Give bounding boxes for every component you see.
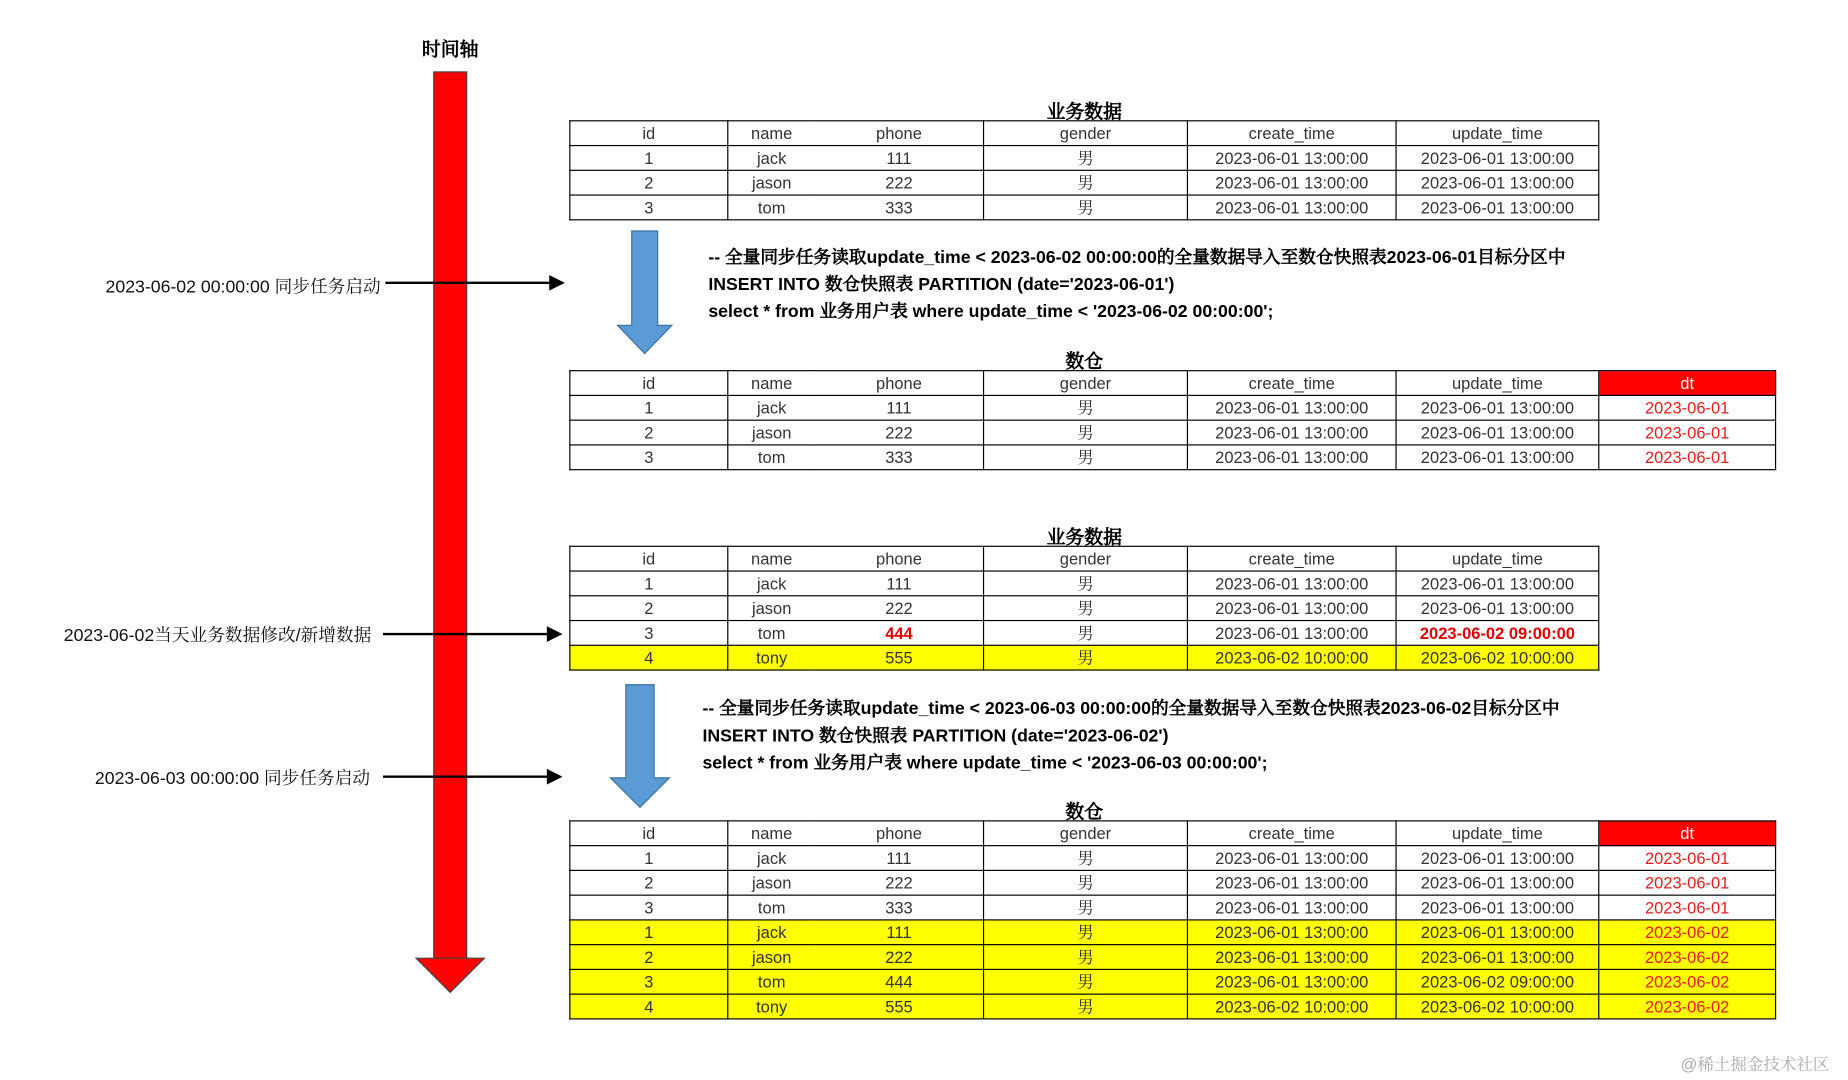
cell-id: 2 <box>570 945 728 970</box>
column-header-dt: dt <box>1599 821 1776 846</box>
cell-id: 1 <box>570 846 728 871</box>
table-title: 业务数据 <box>1046 528 1123 549</box>
column-header-phone: phone <box>815 546 984 571</box>
table-row <box>570 645 1599 670</box>
cell-create-time: 2023-06-01 13:00:00 <box>1187 146 1396 171</box>
cell-update-time: 2023-06-01 13:00:00 <box>1396 420 1599 445</box>
column-header-phone: phone <box>815 371 984 396</box>
cell-gender: 男 <box>984 146 1188 171</box>
cell-update-time: 2023-06-01 13:00:00 <box>1396 945 1599 970</box>
cell-id: 1 <box>570 571 728 596</box>
cell-name: tony <box>728 645 815 670</box>
cell-update-time: 2023-06-01 13:00:00 <box>1396 395 1599 420</box>
column-header-update-time: update_time <box>1396 121 1599 146</box>
table-row <box>570 994 1776 1019</box>
table-row <box>570 571 1599 596</box>
cell-name: jason <box>728 945 815 970</box>
table-row <box>570 846 1776 871</box>
cell-dt: 2023-06-02 <box>1599 920 1776 945</box>
table-row <box>570 895 1776 920</box>
timeline-title: 时间轴 <box>421 40 479 61</box>
cell-name: jason <box>728 170 815 195</box>
cell-update-time: 2023-06-01 13:00:00 <box>1396 571 1599 596</box>
cell-phone: 111 <box>815 571 984 596</box>
column-header-create-time: create_time <box>1187 546 1396 571</box>
cell-phone: 333 <box>815 445 984 470</box>
cell-gender: 男 <box>984 920 1188 945</box>
table-row <box>570 596 1599 621</box>
cell-phone: 333 <box>815 895 984 920</box>
cell-gender: 男 <box>984 596 1188 621</box>
cell-gender: 男 <box>984 846 1188 871</box>
cell-phone: 555 <box>815 994 984 1019</box>
cell-dt: 2023-06-01 <box>1599 870 1776 895</box>
table-title: 业务数据 <box>1046 102 1123 123</box>
sql-line: select * from 业务用户表 where update_time < '2023-06-03 00:00:00'; <box>702 753 1268 774</box>
cell-gender: 男 <box>984 195 1188 220</box>
cell-create-time: 2023-06-01 13:00:00 <box>1187 945 1396 970</box>
column-header-gender: gender <box>984 546 1188 571</box>
cell-gender: 男 <box>984 945 1188 970</box>
cell-phone: 444 <box>815 969 984 994</box>
cell-create-time: 2023-06-01 13:00:00 <box>1187 895 1396 920</box>
sql-block-1 <box>708 244 1565 325</box>
cell-update-time: 2023-06-01 13:00:00 <box>1396 445 1599 470</box>
cell-update-time: 2023-06-02 10:00:00 <box>1396 645 1599 670</box>
sql-line: INSERT INTO 数仓快照表 PARTITION (date='2023-06-01') <box>708 274 1175 295</box>
cell-phone: 111 <box>815 146 984 171</box>
column-header-create-time: create_time <box>1187 371 1396 396</box>
cell-create-time: 2023-06-01 13:00:00 <box>1187 571 1396 596</box>
cell-update-time: 2023-06-01 13:00:00 <box>1396 195 1599 220</box>
cell-id: 3 <box>570 969 728 994</box>
flow-arrow-2 <box>611 685 670 808</box>
cell-gender: 男 <box>984 420 1188 445</box>
cell-id: 2 <box>570 596 728 621</box>
cell-create-time: 2023-06-01 13:00:00 <box>1187 596 1396 621</box>
table-title: 数仓 <box>1065 352 1104 373</box>
cell-create-time: 2023-06-01 13:00:00 <box>1187 445 1396 470</box>
cell-create-time: 2023-06-01 13:00:00 <box>1187 195 1396 220</box>
sql-line: INSERT INTO 数仓快照表 PARTITION (date='2023-06-02') <box>702 726 1169 747</box>
column-header-name: name <box>728 546 815 571</box>
table-row <box>570 445 1776 470</box>
cell-id: 2 <box>570 170 728 195</box>
cell-create-time: 2023-06-01 13:00:00 <box>1187 920 1396 945</box>
cell-id: 3 <box>570 195 728 220</box>
event-pointers <box>383 277 562 783</box>
cell-name: jason <box>728 420 815 445</box>
table-title: 数仓 <box>1065 802 1104 823</box>
cell-id: 2 <box>570 870 728 895</box>
cell-id: 3 <box>570 621 728 646</box>
cell-id: 3 <box>570 445 728 470</box>
cell-phone: 222 <box>815 170 984 195</box>
cell-create-time: 2023-06-01 13:00:00 <box>1187 846 1396 871</box>
table-row <box>570 945 1776 970</box>
cell-name: tony <box>728 994 815 1019</box>
column-header-dt: dt <box>1599 371 1776 396</box>
timeline-arrow <box>416 72 484 992</box>
cell-create-time: 2023-06-02 10:00:00 <box>1187 645 1396 670</box>
cell-phone: 333 <box>815 195 984 220</box>
event-label-1: 2023-06-02 00:00:00 同步任务启动 <box>105 276 381 298</box>
cell-name: jack <box>728 146 815 171</box>
cell-create-time: 2023-06-01 13:00:00 <box>1187 969 1396 994</box>
cell-name: jack <box>728 846 815 871</box>
cell-update-time: 2023-06-01 13:00:00 <box>1396 920 1599 945</box>
cell-update-time: 2023-06-02 09:00:00 <box>1396 621 1599 646</box>
cell-name: jack <box>728 571 815 596</box>
cell-id: 1 <box>570 395 728 420</box>
table-row <box>570 195 1599 220</box>
cell-phone: 444 <box>815 621 984 646</box>
column-header-gender: gender <box>984 821 1188 846</box>
cell-gender: 男 <box>984 170 1188 195</box>
column-header-phone: phone <box>815 821 984 846</box>
cell-phone: 555 <box>815 645 984 670</box>
cell-name: tom <box>728 895 815 920</box>
column-header-id: id <box>570 371 728 396</box>
cell-update-time: 2023-06-02 09:00:00 <box>1396 969 1599 994</box>
cell-id: 1 <box>570 920 728 945</box>
column-header-name: name <box>728 821 815 846</box>
cell-gender: 男 <box>984 870 1188 895</box>
header-row <box>570 121 1599 146</box>
table-row <box>570 420 1776 445</box>
sql-line: -- 全量同步任务读取update_time < 2023-06-03 00:00:00的全量数据导入至数仓快照表2023-06-02目标分区中 <box>702 698 1560 719</box>
table-row <box>570 146 1599 171</box>
event-label-3: 2023-06-03 00:00:00 同步任务启动 <box>94 768 371 789</box>
cell-gender: 男 <box>984 994 1188 1019</box>
column-header-gender: gender <box>984 121 1188 146</box>
table-row <box>570 395 1776 420</box>
cell-dt: 2023-06-01 <box>1599 395 1776 420</box>
column-header-update-time: update_time <box>1396 546 1599 571</box>
cell-name: jason <box>728 596 815 621</box>
sql-line: -- 全量同步任务读取update_time < 2023-06-02 00:00:00的全量数据导入至数仓快照表2023-06-01目标分区中 <box>708 247 1566 268</box>
cell-dt: 2023-06-01 <box>1599 445 1776 470</box>
cell-update-time: 2023-06-01 13:00:00 <box>1396 846 1599 871</box>
cell-gender: 男 <box>984 571 1188 596</box>
cell-phone: 222 <box>815 420 984 445</box>
cell-id: 1 <box>570 146 728 171</box>
cell-name: tom <box>728 195 815 220</box>
column-header-update-time: update_time <box>1396 821 1599 846</box>
sql-block-2 <box>702 695 1559 776</box>
column-header-id: id <box>570 546 728 571</box>
cell-dt: 2023-06-01 <box>1599 420 1776 445</box>
table-row <box>570 170 1599 195</box>
cell-create-time: 2023-06-01 13:00:00 <box>1187 395 1396 420</box>
business-table-1 <box>569 120 1599 220</box>
cell-update-time: 2023-06-02 10:00:00 <box>1396 994 1599 1019</box>
cell-gender: 男 <box>984 969 1188 994</box>
cell-update-time: 2023-06-01 13:00:00 <box>1396 596 1599 621</box>
sql-line: select * from 业务用户表 where update_time < '2023-06-02 00:00:00'; <box>708 301 1274 322</box>
cell-dt: 2023-06-01 <box>1599 846 1776 871</box>
column-header-phone: phone <box>815 121 984 146</box>
cell-create-time: 2023-06-01 13:00:00 <box>1187 420 1396 445</box>
cell-id: 4 <box>570 994 728 1019</box>
cell-name: jack <box>728 920 815 945</box>
cell-name: jason <box>728 870 815 895</box>
cell-name: tom <box>728 445 815 470</box>
header-row <box>570 371 1776 396</box>
column-header-name: name <box>728 121 815 146</box>
cell-gender: 男 <box>984 395 1188 420</box>
cell-dt: 2023-06-02 <box>1599 969 1776 994</box>
cell-name: tom <box>728 621 815 646</box>
cell-gender: 男 <box>984 621 1188 646</box>
column-header-id: id <box>570 121 728 146</box>
cell-dt: 2023-06-01 <box>1599 895 1776 920</box>
column-header-gender: gender <box>984 371 1188 396</box>
warehouse-table-2 <box>569 820 1776 1019</box>
cell-create-time: 2023-06-01 13:00:00 <box>1187 870 1396 895</box>
cell-dt: 2023-06-02 <box>1599 994 1776 1019</box>
cell-name: jack <box>728 395 815 420</box>
cell-dt: 2023-06-02 <box>1599 945 1776 970</box>
cell-phone: 111 <box>815 395 984 420</box>
cell-update-time: 2023-06-01 13:00:00 <box>1396 895 1599 920</box>
cell-name: tom <box>728 969 815 994</box>
cell-phone: 222 <box>815 596 984 621</box>
column-header-name: name <box>728 371 815 396</box>
flow-arrow-1 <box>618 231 672 354</box>
cell-phone: 111 <box>815 846 984 871</box>
cell-update-time: 2023-06-01 13:00:00 <box>1396 170 1599 195</box>
cell-create-time: 2023-06-01 13:00:00 <box>1187 170 1396 195</box>
cell-phone: 222 <box>815 945 984 970</box>
table-row <box>570 920 1776 945</box>
watermark: @稀土掘金技术社区 <box>1680 1054 1830 1074</box>
cell-id: 2 <box>570 420 728 445</box>
column-header-create-time: create_time <box>1187 821 1396 846</box>
cell-id: 4 <box>570 645 728 670</box>
cell-create-time: 2023-06-01 13:00:00 <box>1187 621 1396 646</box>
table-row <box>570 969 1776 994</box>
cell-gender: 男 <box>984 645 1188 670</box>
cell-id: 3 <box>570 895 728 920</box>
cell-phone: 222 <box>815 870 984 895</box>
cell-update-time: 2023-06-01 13:00:00 <box>1396 870 1599 895</box>
header-row <box>570 546 1599 571</box>
table-row <box>570 870 1776 895</box>
cell-gender: 男 <box>984 895 1188 920</box>
column-header-create-time: create_time <box>1187 121 1396 146</box>
table-row <box>570 621 1599 646</box>
business-table-2 <box>569 546 1599 671</box>
warehouse-table-1 <box>569 370 1776 470</box>
cell-phone: 111 <box>815 920 984 945</box>
cell-gender: 男 <box>984 445 1188 470</box>
cell-update-time: 2023-06-01 13:00:00 <box>1396 146 1599 171</box>
column-header-id: id <box>570 821 728 846</box>
header-row <box>570 821 1776 846</box>
column-header-update-time: update_time <box>1396 371 1599 396</box>
event-label-2: 2023-06-02当天业务数据修改/新增数据 <box>63 625 372 646</box>
cell-create-time: 2023-06-02 10:00:00 <box>1187 994 1396 1019</box>
